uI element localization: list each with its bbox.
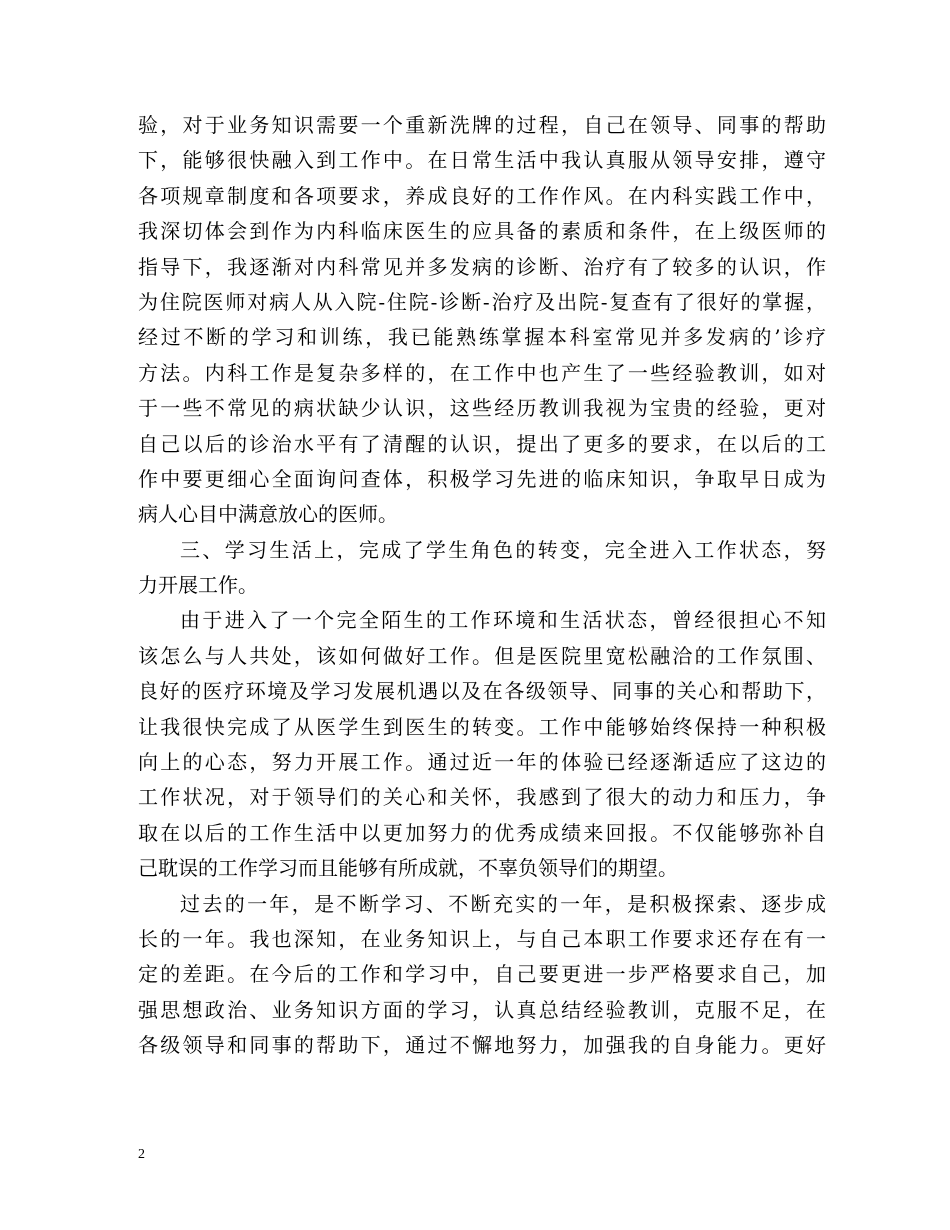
body-text <box>138 108 826 1064</box>
text-line: 力开展工作。 <box>138 573 258 598</box>
text-line: 经过不断的学习和训练，我已能熟练掌握本科室常见并多发病的’诊疗 <box>138 325 826 350</box>
text-line: 己耽误的工作学习而且能够有所成就，不辜负领导们的期望。 <box>138 856 678 881</box>
text-line: 过去的一年，是不断学习、不断充实的一年，是积极探索、逐步成 <box>180 891 826 916</box>
text-line: 下，能够很快融入到工作中。在日常生活中我认真服从领导安排，遵守 <box>138 148 826 173</box>
text-line: 由于进入了一个完全陌生的工作环境和生活状态，曾经很担心不知 <box>180 608 826 633</box>
text-line: 各级领导和同事的帮助下，通过不懈地努力，加强我的自身能力。更好 <box>138 1033 826 1058</box>
text-line: 该怎么与人共处，该如何做好工作。但是医院里宽松融洽的工作氛围、 <box>138 643 826 668</box>
page-number: 2 <box>138 1147 145 1162</box>
text-line: 长的一年。我也深知，在业务知识上，与自己本职工作要求还存在有一 <box>138 926 826 951</box>
text-line: 验，对于业务知识需要一个重新洗牌的过程，自己在领导、同事的帮助 <box>138 113 826 137</box>
text-line: 定的差距。在今后的工作和学习中，自己要更进一步严格要求自己，加 <box>138 962 826 987</box>
text-line: 自己以后的诊治水平有了清醒的认识，提出了更多的要求，在以后的工 <box>138 431 826 456</box>
text-line: 让我很快完成了从医学生到医生的转变。工作中能够始终保持一种积极 <box>138 714 826 739</box>
text-line: 指导下，我逐渐对内科常见并多发病的诊断、治疗有了较多的认识，作 <box>138 254 826 279</box>
text-line: 于一些不常见的病状缺少认识，这些经历教训我视为宝贵的经验，更对 <box>138 396 826 421</box>
text-line: 强思想政治、业务知识方面的学习，认真总结经验教训，克服不足，在 <box>138 997 826 1022</box>
text-line: 取在以后的工作生活中以更加努力的优秀成绩来回报。不仅能够弥补自 <box>138 820 826 845</box>
text-line: 工作状况，对于领导们的关心和关怀，我感到了很大的动力和压力，争 <box>138 785 826 810</box>
text-line: 病人心目中满意放心的医师。 <box>138 502 398 527</box>
text-line: 三、学习生活上，完成了学生角色的转变，完全进入工作状态，努 <box>180 537 826 562</box>
text-line: 作中要更细心全面询问查体，积极学习先进的临床知识，争取早日成为 <box>138 466 826 491</box>
text-line: 我深切体会到作为内科临床医生的应具备的素质和条件，在上级医师的 <box>138 219 826 244</box>
text-line: 向上的心态，努力开展工作。通过近一年的体验已经逐渐适应了这边的 <box>138 750 826 775</box>
text-line: 良好的医疗环境及学习发展机遇以及在各级领导、同事的关心和帮助下， <box>138 679 826 704</box>
text-line: 为住院医师对病人从入院-住院-诊断-治疗及出院-复查有了很好的掌握， <box>138 289 826 314</box>
text-line: 各项规章制度和各项要求，养成良好的工作作风。在内科实践工作中， <box>138 183 826 208</box>
text-line: 方法。内科工作是复杂多样的，在工作中也产生了一些经验教训，如对 <box>138 360 826 385</box>
